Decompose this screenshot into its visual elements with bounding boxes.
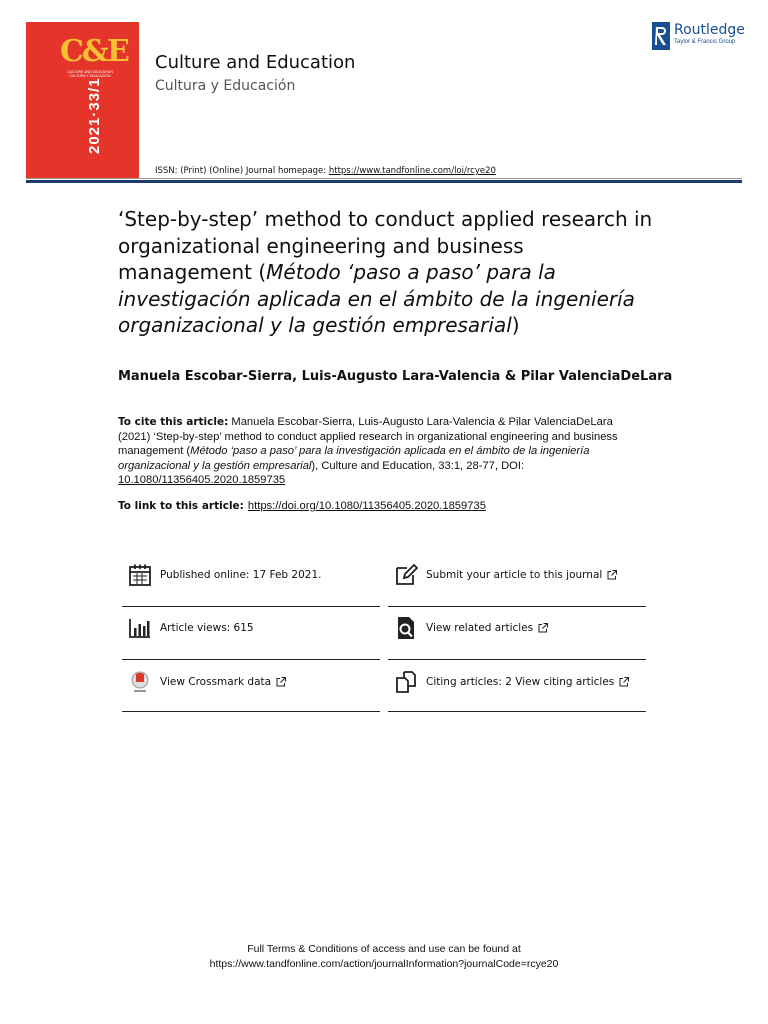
search-document-icon: [394, 616, 418, 640]
submit-text: Submit your article to this journal: [426, 569, 603, 581]
cover-volume: 2021·33/1: [86, 77, 103, 154]
link-label: To link to this article:: [118, 500, 244, 512]
publisher-tagline: Taylor & Francis Group: [674, 39, 736, 45]
citation-block: [118, 415, 648, 488]
cite-text-italic: Método ‘paso a paso’ para la investigación aplicada en el ámbito de la ingeniería organizacional y la gestión empresarial: [118, 445, 590, 472]
crossmark-icon: [128, 670, 152, 694]
title-spanish: Método ‘paso a paso’ para la investigación aplicada en el ámbito de la ingeniería organizacional y la gestión empresarial: [118, 260, 635, 337]
article-title: [118, 206, 658, 339]
routledge-r-icon: [652, 22, 670, 50]
issn-line: [155, 166, 496, 176]
published-online: [122, 549, 380, 601]
submit-article-link[interactable]: [388, 549, 646, 601]
published-text: Published online: 17 Feb 2021.: [160, 569, 322, 581]
related-articles-link[interactable]: [388, 602, 646, 654]
calendar-icon: [128, 563, 152, 587]
cover-subtitle: CULTURE AND EDUCATION CULTURA Y EDUCACIÓN: [67, 70, 113, 78]
divider: [388, 711, 646, 712]
cite-text-end: ), Culture and Education, 33:1, 28-77, DOI:: [311, 459, 525, 472]
journal-cover-image: [26, 22, 139, 178]
journal-homepage-link[interactable]: https://www.tandfonline.com/loi/rcye20: [328, 166, 496, 176]
bar-chart-icon: [128, 616, 152, 640]
journal-title: Culture and Education: [155, 52, 356, 73]
cite-label: To cite this article:: [118, 416, 229, 428]
publisher-name: Routledge: [674, 22, 745, 38]
external-link-icon: [619, 677, 629, 687]
issn-text: ISSN: (Print) (Online) Journal homepage:: [155, 166, 329, 176]
article-views: [122, 602, 380, 654]
cite-doi-link[interactable]: 10.1080/11356405.2020.1859735: [118, 474, 286, 487]
article-doi-link[interactable]: https://doi.org/10.1080/11356405.2020.1859735: [247, 500, 486, 512]
external-link-icon: [607, 570, 617, 580]
journal-subtitle: Cultura y Educación: [155, 78, 296, 94]
citing-articles-link[interactable]: [388, 656, 646, 708]
related-text: View related articles: [426, 622, 534, 634]
cover-logo: C&E: [60, 34, 128, 69]
edit-icon: [394, 563, 418, 587]
footer-line-1: Full Terms & Conditions of access and use can be found at: [247, 943, 521, 955]
external-link-icon: [276, 677, 286, 687]
citing-text: Citing articles: 2 View citing articles: [426, 676, 615, 688]
crossmark-text: View Crossmark data: [160, 676, 272, 688]
footer-terms-link[interactable]: https://www.tandfonline.com/action/journalInformation?journalCode=rcye20: [209, 958, 559, 970]
header-rule-thick: [26, 180, 742, 183]
external-link-icon: [538, 623, 548, 633]
cite-text-start: Manuela Escobar-Sierra, Luis-Augusto Lara-Valencia & Pilar ValenciaDeLara (2021) ‘Step-by-step’ method to conduct applied research in organizational engineering and business management (: [118, 416, 618, 458]
header-rule-thin: [26, 178, 742, 179]
crossmark-link[interactable]: [122, 656, 380, 708]
terms-footer: [0, 942, 768, 972]
copy-documents-icon: [394, 670, 418, 694]
title-main: ‘Step-by-step’ method to conduct applied research in organizational engineering and business management (: [118, 207, 653, 284]
divider: [122, 711, 380, 712]
publisher-logo[interactable]: [652, 22, 745, 50]
authors: Manuela Escobar-Sierra, Luis-Augusto Lara-Valencia & Pilar ValenciaDeLara: [118, 369, 673, 384]
title-close: ): [511, 313, 520, 337]
article-link-line: [118, 500, 678, 512]
views-text: Article views: 615: [160, 622, 254, 634]
